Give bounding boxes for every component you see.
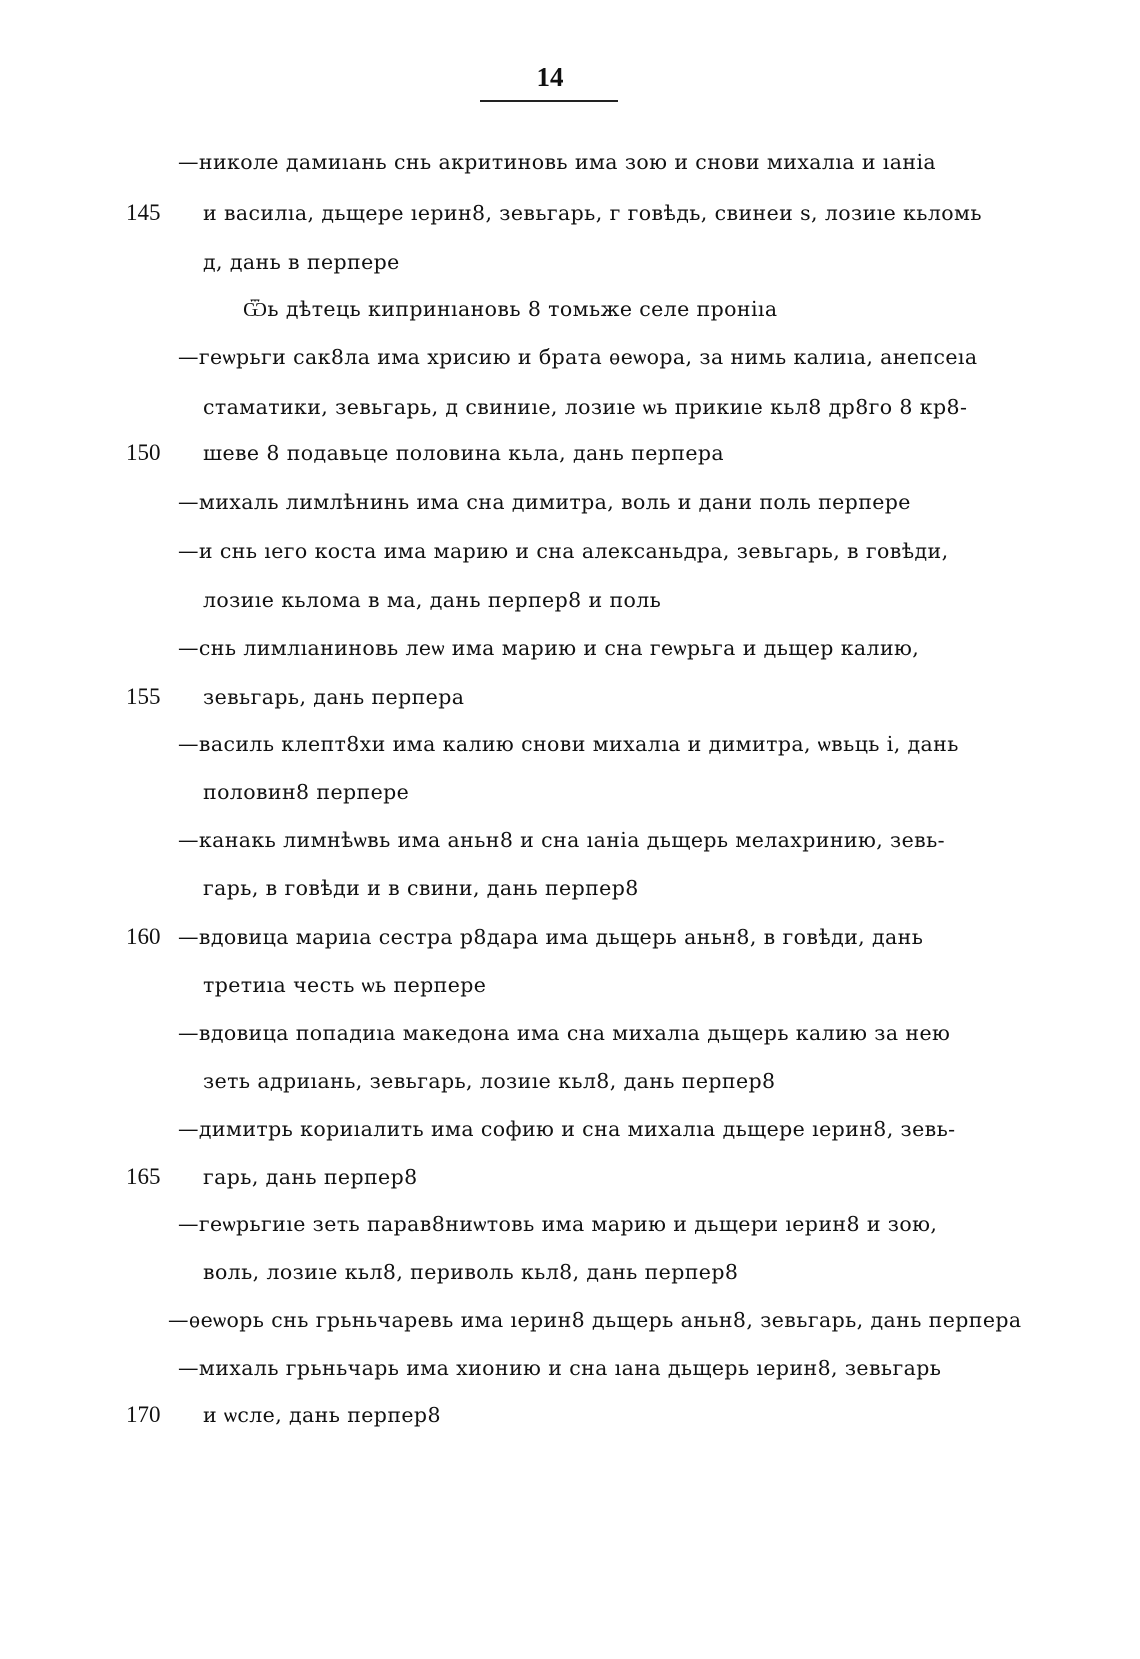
line-number: 150 xyxy=(126,440,161,465)
text-line: третиıа честь ѡь перпере xyxy=(203,973,487,997)
text-line: —и снь ıего коста има марию и сна алексаньдра, зевьгарь, в говѣди, xyxy=(178,539,949,563)
line-number: 145 xyxy=(126,200,161,225)
text-line: —вдовица попадиıа македона има сна михалıа дьщерь калию за нею xyxy=(178,1021,951,1045)
text-line: —снь лимлıаниновь леѡ има марию и сна геѡрьга и дьщер калию, xyxy=(178,636,920,660)
text-line: воль, лозиıе кьл8, периволь кьл8, дань перпер8 xyxy=(203,1260,739,1284)
text-line: лозиıе кьлома в ма, дань перпер8 и поль xyxy=(203,588,662,612)
page-number: 14 xyxy=(536,62,564,92)
line-number: 155 xyxy=(126,684,161,709)
text-line: —димитрь кориıалить има софию и сна михалıа дьщере ıерин8, зевь- xyxy=(178,1117,956,1141)
text-line: и василıа, дьщере ıерин8, зевьгарь, г говѣдь, свинеи s, лозиıе кьломь xyxy=(203,201,982,225)
text-line: Ѿь дѣтець кипринıановь 8 томьже селе проніıа xyxy=(243,297,778,321)
line-number: 170 xyxy=(126,1402,161,1427)
text-line: шеве 8 подавьце половина кьла, дань перпера xyxy=(203,441,724,465)
text-line: —канакь лимнѣѡвь има аньн8 и сна ıаніа дьщерь мелахринию, зевь- xyxy=(178,828,945,852)
line-number: 165 xyxy=(126,1164,161,1189)
text-line: д, дань в перпере xyxy=(203,250,400,274)
text-line: —михаль грьньчарь има хионию и сна ıана дьщерь ıерин8, зевьгарь xyxy=(178,1356,942,1380)
text-line: —вдовица мариıа сестра р8дара има дьщерь аньн8, в говѣди, дань xyxy=(178,925,924,949)
text-line: гарь, в говѣди и в свини, дань перпер8 xyxy=(203,876,639,900)
text-line: половин8 перпере xyxy=(203,780,410,804)
text-line: гарь, дань перпер8 xyxy=(203,1165,418,1189)
text-line: —михаль лимлѣнинь има сна димитра, воль и дани поль перпере xyxy=(178,490,911,514)
text-line: —геѡрьгиıе зеть парав8ниѡтовь има марию и дьщери ıерин8 и зою, xyxy=(178,1212,938,1236)
text-line: —николе дамиıань снь акритиновь има зою и снови михалıа и ıаніа xyxy=(178,150,937,174)
text-line: и ѡсле, дань перпер8 xyxy=(203,1403,441,1427)
text-line: —ѳеѡорь снь грьньчаревь има ıерин8 дьщерь аньн8, зевьгарь, дань перпера xyxy=(168,1308,1022,1332)
header-rule xyxy=(480,100,618,102)
text-line: —геѡрьги сак8ла има хрисию и брата ѳеѡора, за нимь калиıа, анепсеıа xyxy=(178,345,978,369)
line-number: 160 xyxy=(126,924,161,949)
text-line: стаматики, зевьгарь, д свиниıе, лозиıе ѡь прикиıе кьл8 др8го 8 кр8- xyxy=(203,395,968,419)
text-line: зевьгарь, дань перпера xyxy=(203,685,465,709)
text-line: —василь клепт8хи има калию снови михалıа и димитра, ѡвьць і, дань xyxy=(178,732,959,756)
text-line: зеть адриıань, зевьгарь, лозиıе кьл8, дань перпер8 xyxy=(203,1069,776,1093)
